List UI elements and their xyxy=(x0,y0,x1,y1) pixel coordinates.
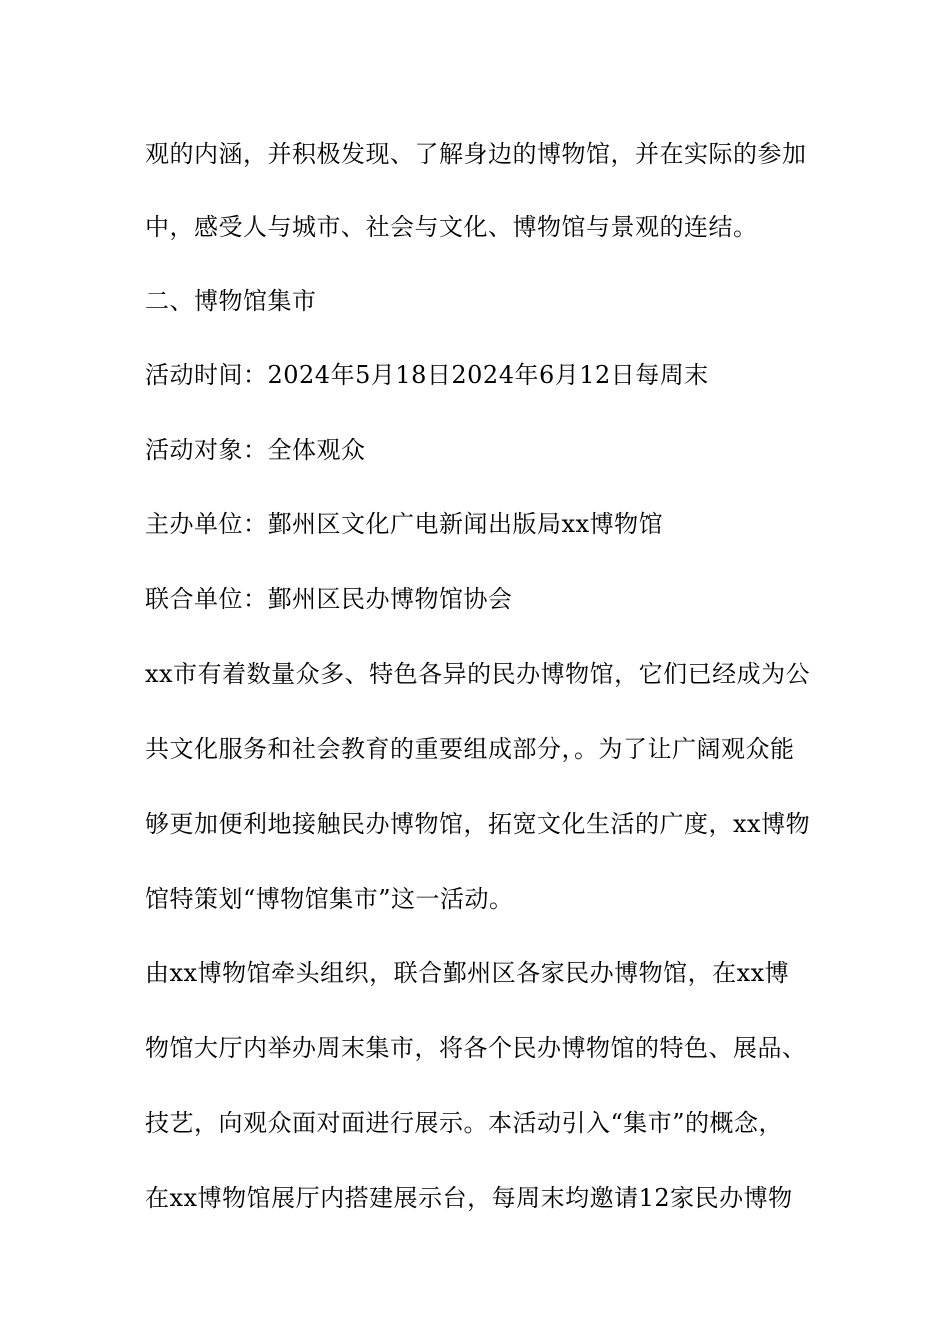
body-text-line: 在xx博物馆展厅内搭建展示台，每周末均邀请12家民办博物 xyxy=(145,1184,793,1212)
body-text-line: 物馆大厅内举办周末集市，将各个民办博物馆的特色、展品、 xyxy=(145,1034,807,1062)
body-text-line: 馆特策划“博物馆集市”这一活动。 xyxy=(145,885,514,913)
body-text-line: 中，感受人与城市、社会与文化、博物馆与景观的连结。 xyxy=(145,213,758,241)
organizer: 主办单位：鄞州区文化广电新闻出版局xx博物馆 xyxy=(145,510,664,538)
section-heading: 二、博物馆集市 xyxy=(145,287,317,315)
body-text-line: 观的内涵，并积极发现、了解身边的博物馆，并在实际的参加 xyxy=(145,140,807,168)
body-text-line: 由xx博物馆牵头组织，联合鄞州区各家民办博物馆，在xx博 xyxy=(145,959,790,987)
activity-audience: 活动对象：全体观众 xyxy=(145,436,366,464)
co-organizer: 联合单位：鄞州区民办博物馆协会 xyxy=(145,585,513,613)
body-text-line: 共文化服务和社会教育的重要组成部分，。为了让广阔观众能 xyxy=(145,735,795,763)
body-text-line: 技艺，向观众面对面进行展示。本活动引入“集市”的概念， xyxy=(145,1109,784,1137)
body-text-line: xx市有着数量众多、特色各异的民办博物馆，它们已经成为公 xyxy=(145,660,811,688)
body-text-line: 够更加便利地接触民办博物馆，拓宽文化生活的广度，xx博物 xyxy=(145,810,811,838)
activity-time: 活动时间：2024年5月18日2024年6月12日每周末 xyxy=(145,361,709,389)
